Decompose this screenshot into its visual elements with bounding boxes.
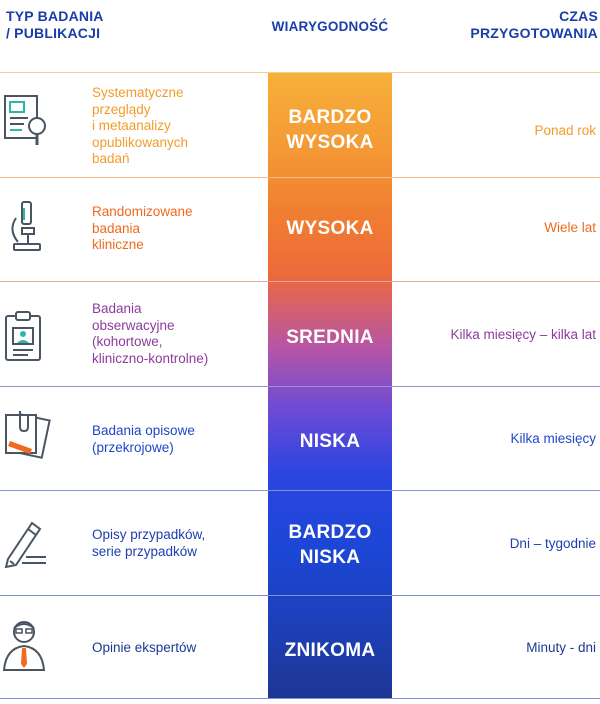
clipboard-patient-icon [2, 310, 52, 366]
study-type-line: Badania [92, 301, 142, 316]
reliability-label [268, 520, 392, 570]
table-row [0, 178, 600, 281]
reliability-line: BARDZO [288, 107, 372, 128]
study-type-line: Opisy przypadków, [92, 527, 206, 542]
study-type-line: przeglądy [92, 101, 151, 117]
table-row [0, 73, 600, 177]
study-type-line: Opinie ekspertów [92, 640, 197, 655]
study-type-label [92, 527, 262, 560]
table-row [0, 387, 600, 490]
column-header-time-line2: PRZYGOTOWANIA [470, 25, 598, 41]
study-type-label [92, 423, 262, 456]
study-type-line: Systematyczne [92, 85, 184, 100]
column-header-time [470, 8, 598, 42]
study-type-line: i metaanalizy [92, 118, 171, 133]
reliability-line: ZNIKOMA [284, 640, 376, 661]
reliability-line: SREDNIA [286, 327, 374, 348]
study-type-line: Randomizowane [92, 204, 193, 219]
column-header-type [6, 8, 104, 42]
expert-person-icon [2, 618, 52, 674]
column-header-time-line1: CZAS [559, 8, 598, 24]
document-magnifier-icon [2, 93, 52, 149]
reliability-line: NISKA [299, 431, 361, 452]
study-type-line: (przekrojowe) [92, 439, 174, 455]
table-row [0, 596, 600, 698]
study-type-line: Badania opisowe [92, 423, 195, 438]
column-header-type-line2: / PUBLIKACJI [6, 25, 101, 41]
prep-time-label: Kilka miesięcy – kilka lat [450, 327, 596, 342]
reliability-label [268, 638, 392, 663]
study-type-line: (kohortowe, [92, 334, 163, 349]
row-divider [0, 698, 600, 699]
column-header-reliability: WIARYGODNOŚĆ [271, 19, 389, 34]
study-type-label [92, 640, 262, 657]
pencil-icon [2, 513, 52, 569]
study-type-label [92, 204, 262, 254]
microscope-icon [2, 200, 52, 256]
reliability-label [268, 105, 392, 155]
study-type-line: kliniczno-kontrolne) [92, 350, 209, 366]
study-type-line: kliniczne [92, 237, 144, 252]
study-type-line: badań [92, 151, 130, 166]
prep-time-label: Wiele lat [544, 220, 596, 235]
table-row [0, 491, 600, 595]
study-type-label [92, 85, 262, 168]
prep-time-label: Ponad rok [534, 123, 596, 138]
prep-time-label: Kilka miesięcy [510, 431, 596, 446]
reliability-line: WYSOKA [286, 132, 374, 153]
reliability-label [268, 325, 392, 350]
reliability-line: WYSOKA [286, 218, 374, 239]
paperclip-notes-icon [2, 407, 52, 463]
study-type-line: obserwacyjne [92, 317, 175, 333]
study-type-line: opublikowanych [92, 134, 189, 150]
reliability-line: NISKA [299, 547, 361, 568]
prep-time-label: Dni – tygodnie [509, 536, 596, 551]
reliability-line: BARDZO [288, 522, 372, 543]
table-row [0, 282, 600, 386]
reliability-label [268, 429, 392, 454]
study-type-line: serie przypadków [92, 543, 198, 559]
prep-time-label: Minuty - dni [526, 640, 596, 655]
reliability-label [268, 216, 392, 241]
study-type-line: badania [92, 220, 141, 236]
column-header-type-line1: TYP BADANIA [6, 8, 104, 24]
study-type-label [92, 301, 262, 367]
